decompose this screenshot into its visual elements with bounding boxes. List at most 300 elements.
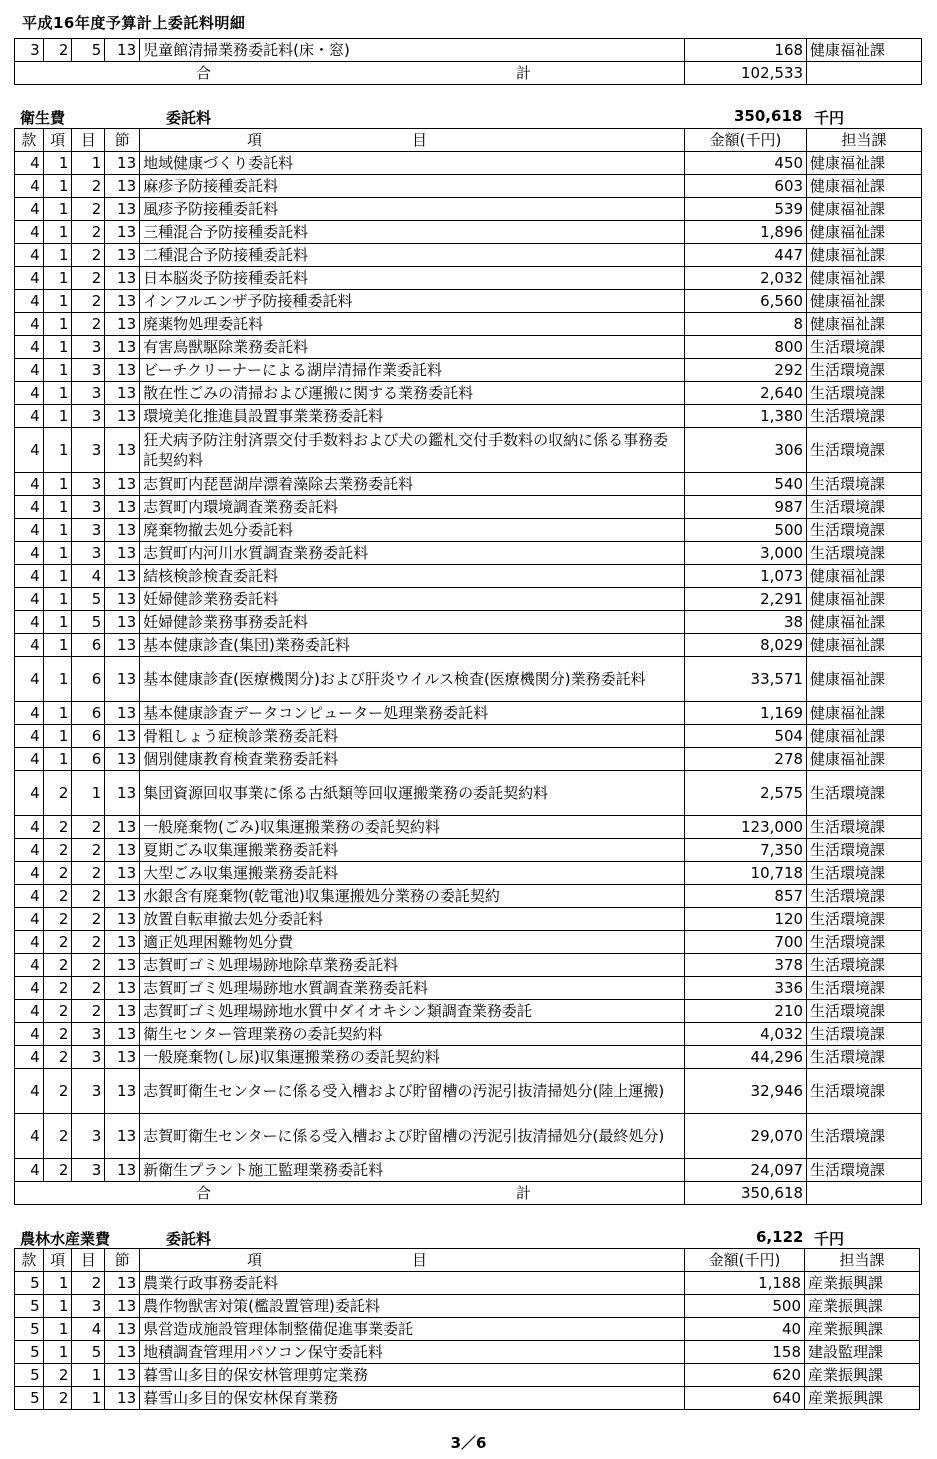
moku-cell: 2 <box>72 885 105 908</box>
moku-cell: 3 <box>72 382 105 405</box>
moku-cell: 6 <box>72 702 105 725</box>
moku-cell: 5 <box>72 39 105 62</box>
table-row <box>15 885 922 908</box>
kou-cell: 2 <box>43 771 72 816</box>
table-row <box>15 1364 920 1387</box>
dept-cell: 生活環境課 <box>807 954 922 977</box>
moku-cell: 6 <box>72 634 105 657</box>
kou-cell: 2 <box>43 908 72 931</box>
eisei-subtitle: 委託料 <box>166 109 212 127</box>
kou-cell: 1 <box>43 542 72 565</box>
item-cell: 環境美化推進員設置事業業務委託料 <box>140 405 685 428</box>
kou-cell: 2 <box>43 1046 72 1069</box>
item-cell: 適正処理困難物処分費 <box>140 931 685 954</box>
kou-cell: 1 <box>43 152 72 175</box>
table-row <box>15 473 922 496</box>
setsu-cell: 13 <box>105 702 140 725</box>
kan-cell: 5 <box>15 1387 44 1410</box>
amount-cell: 700 <box>684 931 806 954</box>
table-row <box>15 1114 922 1159</box>
item-cell: 一般廃棄物(し尿)収集運搬業務の委託契約料 <box>140 1046 685 1069</box>
total-label-b: 計 <box>515 64 531 82</box>
kan-cell: 4 <box>15 771 44 816</box>
table-row <box>15 336 922 359</box>
amount-cell: 640 <box>684 1387 804 1410</box>
moku-cell: 2 <box>72 1272 105 1295</box>
item-cell: 放置自転車撤去処分委託料 <box>140 908 685 931</box>
col-dept: 担当課 <box>807 129 922 152</box>
kan-cell: 4 <box>15 1159 44 1182</box>
table-row <box>15 267 922 290</box>
nourin-title: 農林水産業費 <box>20 1230 111 1248</box>
kou-cell: 2 <box>43 1114 72 1159</box>
moku-cell: 3 <box>72 473 105 496</box>
kan-cell: 3 <box>15 39 44 62</box>
dept-cell: 産業振興課 <box>805 1295 920 1318</box>
dept-cell: 健康福祉課 <box>807 39 922 62</box>
table-row <box>15 39 922 62</box>
nourin-header-row <box>15 1249 920 1272</box>
amount-cell: 500 <box>684 1295 804 1318</box>
amount-cell: 2,640 <box>684 382 806 405</box>
eisei-total-header: 350,618 <box>734 107 803 125</box>
amount-cell: 800 <box>684 336 806 359</box>
item-cell: 暮雪山多目的保安林保育業務 <box>140 1387 685 1410</box>
kan-cell: 4 <box>15 977 44 1000</box>
table-row <box>15 313 922 336</box>
dept-cell: 健康福祉課 <box>807 565 922 588</box>
table-row <box>15 1000 922 1023</box>
item-cell: 衛生センター管理業務の委託契約料 <box>140 1023 685 1046</box>
kan-cell: 4 <box>15 839 44 862</box>
table-row <box>15 1272 920 1295</box>
page-number: 3／6 <box>450 1434 487 1452</box>
setsu-cell: 13 <box>105 175 140 198</box>
moku-cell: 3 <box>72 496 105 519</box>
kou-cell: 1 <box>43 175 72 198</box>
amount-cell: 500 <box>684 519 806 542</box>
table-row <box>15 542 922 565</box>
setsu-cell: 13 <box>105 290 140 313</box>
amount-cell: 292 <box>684 359 806 382</box>
setsu-cell: 13 <box>105 771 140 816</box>
eisei-title: 衛生費 <box>20 109 66 127</box>
kou-cell: 2 <box>43 954 72 977</box>
table-row <box>15 290 922 313</box>
top-section-table <box>14 38 922 85</box>
amount-cell: 336 <box>684 977 806 1000</box>
kou-cell: 1 <box>43 405 72 428</box>
kan-cell: 5 <box>15 1272 44 1295</box>
table-row <box>15 748 922 771</box>
amount-cell: 378 <box>684 954 806 977</box>
kou-cell: 1 <box>43 1318 72 1341</box>
amount-cell: 33,571 <box>684 657 806 702</box>
setsu-cell: 13 <box>105 1387 140 1410</box>
amount-cell: 2,575 <box>684 771 806 816</box>
setsu-cell: 13 <box>105 1272 140 1295</box>
table-row <box>15 954 922 977</box>
eisei-table <box>14 128 922 1205</box>
kan-cell: 4 <box>15 1046 44 1069</box>
top-total-amount: 102,533 <box>684 62 806 85</box>
table-row <box>15 198 922 221</box>
item-cell: 結核検診検査委託料 <box>140 565 685 588</box>
setsu-cell: 13 <box>105 634 140 657</box>
table-row <box>15 931 922 954</box>
dept-cell: 生活環境課 <box>807 519 922 542</box>
item-cell: 大型ごみ収集運搬業務委託料 <box>140 862 685 885</box>
table-row <box>15 588 922 611</box>
dept-cell: 生活環境課 <box>807 359 922 382</box>
item-cell: 地域健康づくり委託料 <box>140 152 685 175</box>
item-cell: 個別健康教育検査業務委託料 <box>140 748 685 771</box>
dept-cell: 生活環境課 <box>807 405 922 428</box>
amount-cell: 120 <box>684 908 806 931</box>
kou-cell: 1 <box>43 290 72 313</box>
dept-cell: 生活環境課 <box>807 862 922 885</box>
kou-cell: 1 <box>43 702 72 725</box>
amount-cell: 158 <box>684 1341 804 1364</box>
amount-cell: 7,350 <box>684 839 806 862</box>
table-row <box>15 862 922 885</box>
kou-cell: 1 <box>43 496 72 519</box>
moku-cell: 5 <box>72 611 105 634</box>
kou-cell: 1 <box>43 725 72 748</box>
dept-cell: 生活環境課 <box>807 816 922 839</box>
top-total-row <box>15 62 922 85</box>
table-row <box>15 519 922 542</box>
setsu-cell: 13 <box>105 1159 140 1182</box>
kan-cell: 4 <box>15 611 44 634</box>
moku-cell: 3 <box>72 1023 105 1046</box>
item-cell: 集団資源回収事業に係る古紙類等回収運搬業務の委託契約料 <box>140 771 685 816</box>
dept-cell: 生活環境課 <box>807 839 922 862</box>
moku-cell: 2 <box>72 198 105 221</box>
amount-cell: 29,070 <box>684 1114 806 1159</box>
setsu-cell: 13 <box>105 885 140 908</box>
table-row <box>15 1023 922 1046</box>
table-row <box>15 725 922 748</box>
moku-cell: 4 <box>72 1318 105 1341</box>
kan-cell: 4 <box>15 152 44 175</box>
moku-cell: 3 <box>72 1114 105 1159</box>
table-row <box>15 1387 920 1410</box>
nourin-table <box>14 1248 920 1410</box>
dept-cell: 生活環境課 <box>807 542 922 565</box>
col-kou: 項 <box>43 1249 72 1272</box>
moku-cell: 3 <box>72 542 105 565</box>
setsu-cell: 13 <box>105 39 140 62</box>
item-cell: 夏期ごみ収集運搬業務委託料 <box>140 839 685 862</box>
moku-cell: 3 <box>72 1046 105 1069</box>
kan-cell: 4 <box>15 542 44 565</box>
moku-cell: 2 <box>72 908 105 931</box>
nourin-header <box>20 1228 920 1248</box>
dept-cell: 健康福祉課 <box>807 634 922 657</box>
item-cell: 県営造成施設管理体制整備促進事業委託 <box>140 1318 685 1341</box>
kan-cell: 4 <box>15 267 44 290</box>
dept-cell: 健康福祉課 <box>807 611 922 634</box>
table-row <box>15 839 922 862</box>
setsu-cell: 13 <box>105 1000 140 1023</box>
kou-cell: 1 <box>43 1295 72 1318</box>
table-row <box>15 977 922 1000</box>
kan-cell: 4 <box>15 290 44 313</box>
kan-cell: 4 <box>15 588 44 611</box>
kou-cell: 1 <box>43 519 72 542</box>
amount-cell: 44,296 <box>684 1046 806 1069</box>
setsu-cell: 13 <box>105 152 140 175</box>
nourin-body <box>15 1272 920 1410</box>
setsu-cell: 13 <box>105 748 140 771</box>
dept-cell: 健康福祉課 <box>807 221 922 244</box>
kou-cell: 2 <box>43 977 72 1000</box>
top-section-body <box>15 39 922 62</box>
kou-cell: 2 <box>43 1000 72 1023</box>
setsu-cell: 13 <box>105 1364 140 1387</box>
setsu-cell: 13 <box>105 473 140 496</box>
kou-cell: 1 <box>43 748 72 771</box>
amount-cell: 123,000 <box>684 816 806 839</box>
setsu-cell: 13 <box>105 816 140 839</box>
moku-cell: 3 <box>72 428 105 473</box>
kou-cell: 2 <box>43 1159 72 1182</box>
dept-cell: 健康福祉課 <box>807 313 922 336</box>
moku-cell: 6 <box>72 748 105 771</box>
kan-cell: 4 <box>15 748 44 771</box>
setsu-cell: 13 <box>105 657 140 702</box>
table-row <box>15 1159 922 1182</box>
amount-cell: 1,896 <box>684 221 806 244</box>
dept-cell: 健康福祉課 <box>807 725 922 748</box>
kan-cell: 4 <box>15 862 44 885</box>
item-cell: 基本健康診査(医療機関分)および肝炎ウイルス検査(医療機関分)業務委託料 <box>140 657 685 702</box>
table-row <box>15 1046 922 1069</box>
amount-cell: 450 <box>684 152 806 175</box>
amount-cell: 620 <box>684 1364 804 1387</box>
eisei-body <box>15 152 922 1182</box>
item-cell: 狂犬病予防注射済票交付手数料および犬の鑑札交付手数料の収納に係る事務委託契約料 <box>140 428 685 473</box>
dept-cell: 健康福祉課 <box>807 702 922 725</box>
col-moku: 目 <box>72 129 105 152</box>
kou-cell: 2 <box>43 1387 72 1410</box>
kan-cell: 5 <box>15 1318 44 1341</box>
kan-cell: 4 <box>15 1114 44 1159</box>
kou-cell: 1 <box>43 244 72 267</box>
kan-cell: 5 <box>15 1364 44 1387</box>
setsu-cell: 13 <box>105 336 140 359</box>
moku-cell: 3 <box>72 359 105 382</box>
amount-cell: 210 <box>684 1000 806 1023</box>
item-cell: 新衛生プラント施工監理業務委託料 <box>140 1159 685 1182</box>
item-cell: 志賀町衛生センターに係る受入槽および貯留槽の汚泥引抜清掃処分(陸上運搬) <box>140 1069 685 1114</box>
moku-cell: 2 <box>72 931 105 954</box>
setsu-cell: 13 <box>105 244 140 267</box>
kan-cell: 5 <box>15 1295 44 1318</box>
setsu-cell: 13 <box>105 519 140 542</box>
kan-cell: 4 <box>15 496 44 519</box>
item-cell: 志賀町内環境調査業務委託料 <box>140 496 685 519</box>
amount-cell: 6,560 <box>684 290 806 313</box>
dept-cell: 健康福祉課 <box>807 198 922 221</box>
kan-cell: 4 <box>15 198 44 221</box>
kou-cell: 1 <box>43 221 72 244</box>
eisei-unit: 千円 <box>814 109 845 127</box>
kan-cell: 4 <box>15 519 44 542</box>
dept-cell: 生活環境課 <box>807 1046 922 1069</box>
kou-cell: 1 <box>43 565 72 588</box>
kan-cell: 4 <box>15 221 44 244</box>
total-label-a: 合 <box>196 1184 212 1202</box>
kan-cell: 4 <box>15 725 44 748</box>
item-cell: インフルエンザ予防接種委託料 <box>140 290 685 313</box>
setsu-cell: 13 <box>105 588 140 611</box>
kou-cell: 1 <box>43 588 72 611</box>
dept-cell: 生活環境課 <box>807 428 922 473</box>
amount-cell: 40 <box>684 1318 804 1341</box>
setsu-cell: 13 <box>105 496 140 519</box>
eisei-header <box>20 107 920 127</box>
item-cell: 散在性ごみの清掃および運搬に関する業務委託料 <box>140 382 685 405</box>
setsu-cell: 13 <box>105 611 140 634</box>
table-row <box>15 771 922 816</box>
moku-cell: 1 <box>72 771 105 816</box>
amount-cell: 540 <box>684 473 806 496</box>
item-cell: 基本健康診査(集団)業務委託料 <box>140 634 685 657</box>
amount-cell: 8 <box>684 313 806 336</box>
kou-cell: 1 <box>43 1272 72 1295</box>
dept-cell: 生活環境課 <box>807 1159 922 1182</box>
kan-cell: 5 <box>15 1341 44 1364</box>
amount-cell: 1,380 <box>684 405 806 428</box>
setsu-cell: 13 <box>105 267 140 290</box>
kan-cell: 4 <box>15 816 44 839</box>
setsu-cell: 13 <box>105 977 140 1000</box>
dept-cell: 健康福祉課 <box>807 748 922 771</box>
dept-cell: 産業振興課 <box>805 1387 920 1410</box>
kou-cell: 1 <box>43 359 72 382</box>
amount-cell: 38 <box>684 611 806 634</box>
dept-cell: 健康福祉課 <box>807 267 922 290</box>
kou-cell: 2 <box>43 816 72 839</box>
moku-cell: 1 <box>72 1364 105 1387</box>
setsu-cell: 13 <box>105 1069 140 1114</box>
dept-cell: 産業振興課 <box>805 1318 920 1341</box>
amount-cell: 4,032 <box>684 1023 806 1046</box>
setsu-cell: 13 <box>105 725 140 748</box>
item-cell: 志賀町ゴミ処理場跡地除草業務委託料 <box>140 954 685 977</box>
item-cell: 三種混合予防接種委託料 <box>140 221 685 244</box>
item-cell: 一般廃棄物(ごみ)収集運搬業務の委託契約料 <box>140 816 685 839</box>
dept-cell: 生活環境課 <box>807 1069 922 1114</box>
dept-cell: 健康福祉課 <box>807 152 922 175</box>
item-cell: 風疹予防接種委託料 <box>140 198 685 221</box>
dept-cell: 産業振興課 <box>805 1364 920 1387</box>
dept-cell: 健康福祉課 <box>807 588 922 611</box>
dept-cell: 健康福祉課 <box>807 657 922 702</box>
setsu-cell: 13 <box>105 221 140 244</box>
dept-cell: 健康福祉課 <box>807 244 922 267</box>
item-cell: 児童館清掃業務委託料(床・窓) <box>140 39 685 62</box>
kan-cell: 4 <box>15 931 44 954</box>
moku-cell: 2 <box>72 977 105 1000</box>
moku-cell: 3 <box>72 519 105 542</box>
col-item: 項目 <box>140 129 685 152</box>
moku-cell: 6 <box>72 725 105 748</box>
setsu-cell: 13 <box>105 1023 140 1046</box>
kan-cell: 4 <box>15 702 44 725</box>
kan-cell: 4 <box>15 908 44 931</box>
item-cell: 志賀町内琵琶湖岸漂着藻除去業務委託料 <box>140 473 685 496</box>
table-row <box>15 496 922 519</box>
item-cell: 志賀町衛生センターに係る受入槽および貯留槽の汚泥引抜清掃処分(最終処分) <box>140 1114 685 1159</box>
moku-cell: 2 <box>72 267 105 290</box>
table-row <box>15 816 922 839</box>
table-row <box>15 657 922 702</box>
item-cell: ビーチクリーナーによる湖岸清掃作業委託料 <box>140 359 685 382</box>
item-cell: 廃薬物処理委託料 <box>140 313 685 336</box>
amount-cell: 987 <box>684 496 806 519</box>
amount-cell: 539 <box>684 198 806 221</box>
amount-cell: 603 <box>684 175 806 198</box>
moku-cell: 2 <box>72 175 105 198</box>
kou-cell: 1 <box>43 198 72 221</box>
item-cell: 妊婦健診業務委託料 <box>140 588 685 611</box>
amount-cell: 1,073 <box>684 565 806 588</box>
dept-cell: 生活環境課 <box>807 336 922 359</box>
moku-cell: 1 <box>72 152 105 175</box>
kou-cell: 1 <box>43 1341 72 1364</box>
kan-cell: 4 <box>15 1023 44 1046</box>
table-row <box>15 152 922 175</box>
nourin-subtitle: 委託料 <box>166 1230 212 1248</box>
item-cell: 有害鳥獣駆除業務委託料 <box>140 336 685 359</box>
item-cell: 基本健康診査データコンピューター処理業務委託料 <box>140 702 685 725</box>
moku-cell: 3 <box>72 1295 105 1318</box>
setsu-cell: 13 <box>105 1046 140 1069</box>
col-kan: 款 <box>15 1249 44 1272</box>
kou-cell: 1 <box>43 473 72 496</box>
moku-cell: 3 <box>72 336 105 359</box>
kou-cell: 1 <box>43 382 72 405</box>
kou-cell: 1 <box>43 336 72 359</box>
kou-cell: 2 <box>43 39 72 62</box>
kan-cell: 4 <box>15 405 44 428</box>
dept-cell: 生活環境課 <box>807 496 922 519</box>
kou-cell: 1 <box>43 428 72 473</box>
moku-cell: 2 <box>72 313 105 336</box>
table-row <box>15 634 922 657</box>
dept-cell: 生活環境課 <box>807 1023 922 1046</box>
item-cell: 農作物獣害対策(檻設置管理)委託料 <box>140 1295 685 1318</box>
kan-cell: 4 <box>15 634 44 657</box>
col-setsu: 節 <box>105 1249 140 1272</box>
moku-cell: 5 <box>72 1341 105 1364</box>
amount-cell: 2,032 <box>684 267 806 290</box>
item-cell: 志賀町ゴミ処理場跡地水質調査業務委託料 <box>140 977 685 1000</box>
table-row <box>15 175 922 198</box>
total-label-b: 計 <box>515 1184 531 1202</box>
amount-cell: 3,000 <box>684 542 806 565</box>
amount-cell: 1,188 <box>684 1272 804 1295</box>
item-cell: 廃棄物撤去処分委託料 <box>140 519 685 542</box>
table-row <box>15 611 922 634</box>
amount-cell: 857 <box>684 885 806 908</box>
kan-cell: 4 <box>15 565 44 588</box>
table-row <box>15 565 922 588</box>
setsu-cell: 13 <box>105 565 140 588</box>
